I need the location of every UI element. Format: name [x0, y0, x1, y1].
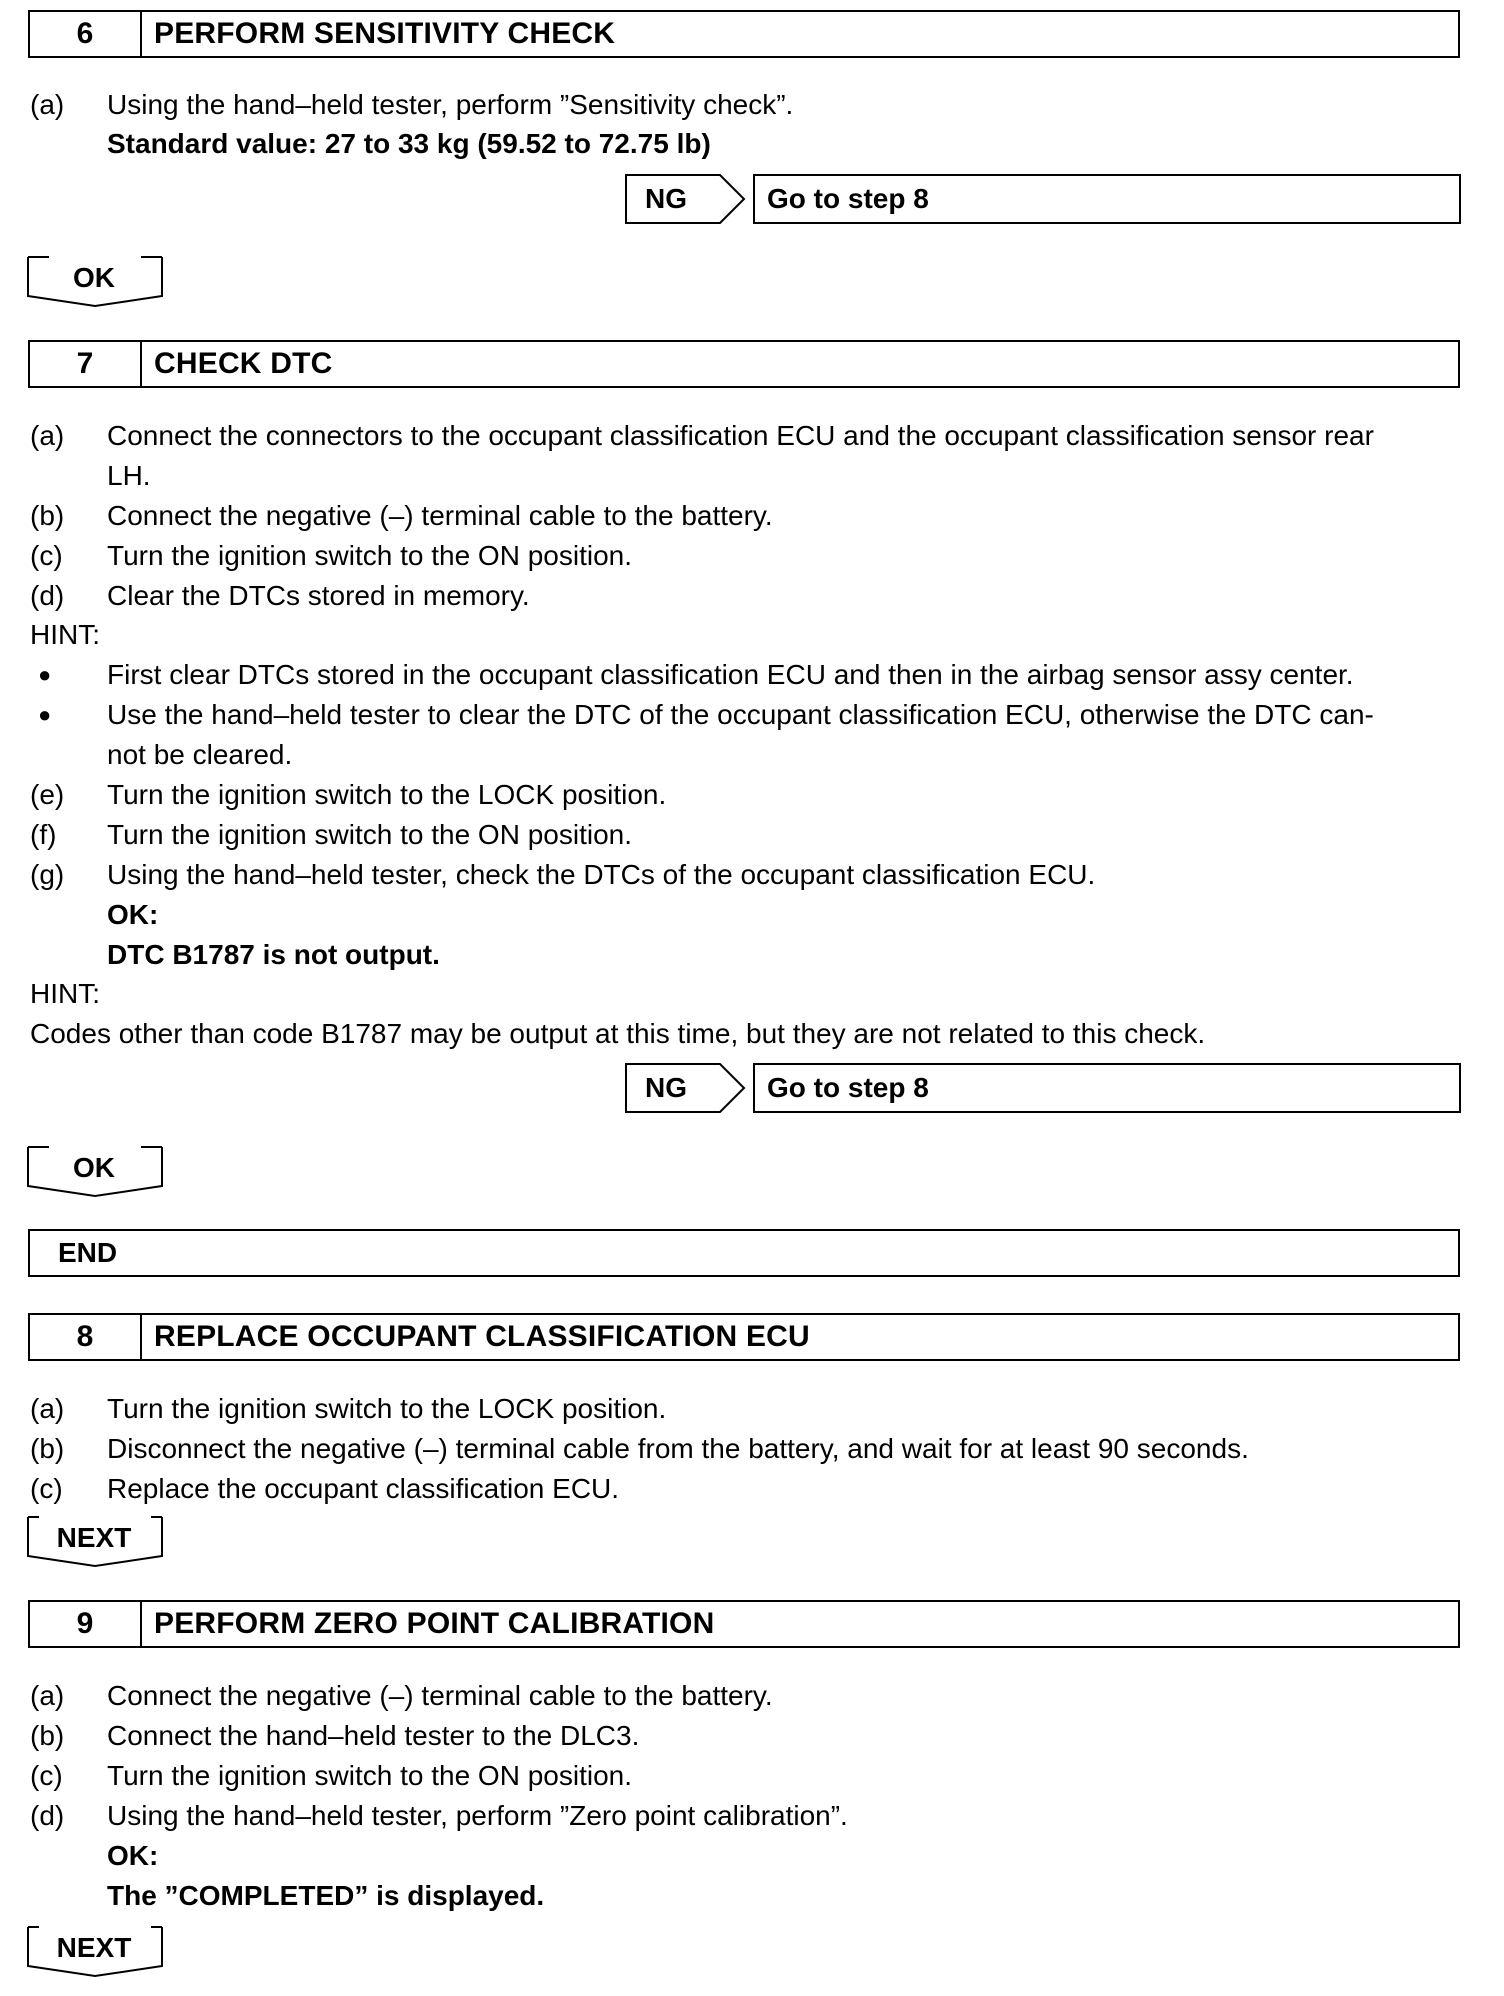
item-label: (c) — [30, 540, 63, 571]
ok-button[interactable] — [27, 1146, 165, 1196]
bullet-icon: ● — [38, 662, 52, 687]
hint-label: HINT: — [30, 619, 100, 650]
step-7-header — [28, 340, 1460, 388]
item-text: Connect the negative (–) terminal cable to the battery. — [107, 500, 773, 531]
item-label: (e) — [30, 779, 65, 810]
item-text: Replace the occupant classification ECU. — [107, 1473, 620, 1504]
ng-label: NG — [645, 183, 687, 214]
item-label: (a) — [30, 89, 65, 120]
ng-branch-button[interactable] — [625, 1063, 747, 1113]
hint-text: Codes other than code B1787 may be output at this time, but they are not related to this check. — [30, 1018, 1206, 1049]
ok-criteria-heading: OK: — [107, 1840, 159, 1871]
item-text: Turn the ignition switch to the ON position. — [107, 540, 632, 571]
item-label: (f) — [30, 819, 57, 850]
ok-label: OK — [73, 262, 115, 293]
step-title: PERFORM SENSITIVITY CHECK — [154, 17, 616, 50]
goto-step-8-link[interactable]: Go to step 8 — [753, 1063, 1461, 1113]
item-label: (d) — [30, 1800, 65, 1831]
item-text: Turn the ignition switch to the ON position. — [107, 819, 632, 850]
next-button[interactable] — [27, 1926, 165, 1976]
item-label: (c) — [30, 1473, 63, 1504]
step-9-header — [28, 1600, 1460, 1648]
item-text: Using the hand–held tester, perform ”Sensitivity check”. — [107, 89, 794, 120]
step-8-header — [28, 1313, 1460, 1361]
item-text: Connect the connectors to the occupant classification ECU and the occupant classification sensor rear — [107, 420, 1374, 451]
ok-label: OK — [73, 1152, 115, 1183]
step-number: 9 — [30, 1602, 142, 1646]
item-text: Clear the DTCs stored in memory. — [107, 580, 530, 611]
item-label: (b) — [30, 1433, 65, 1464]
bullet-text: First clear DTCs stored in the occupant classification ECU and then in the airbag sensor assy center. — [107, 659, 1354, 690]
item-text: Turn the ignition switch to the LOCK position. — [107, 779, 667, 810]
next-button[interactable] — [27, 1516, 165, 1566]
step-number: 7 — [30, 342, 142, 386]
item-label: (a) — [30, 1393, 65, 1424]
item-text: Connect the hand–held tester to the DLC3. — [107, 1720, 640, 1751]
next-label: NEXT — [56, 1522, 132, 1553]
item-label: (a) — [30, 420, 65, 451]
item-label: (c) — [30, 1760, 63, 1791]
step-title: PERFORM ZERO POINT CALIBRATION — [154, 1607, 715, 1640]
item-label: (d) — [30, 580, 65, 611]
bullet-text: Use the hand–held tester to clear the DTC of the occupant classification ECU, otherwise the DTC can- — [107, 699, 1374, 730]
item-text: Turn the ignition switch to the ON position. — [107, 1760, 632, 1791]
bullet-icon: ● — [38, 702, 52, 727]
ok-criteria-text: The ”COMPLETED” is displayed. — [107, 1880, 545, 1911]
goto-step-8-link[interactable]: Go to step 8 — [753, 174, 1461, 224]
item-label: (b) — [30, 500, 65, 531]
step-title: REPLACE OCCUPANT CLASSIFICATION ECU — [154, 1320, 810, 1353]
item-label: (g) — [30, 859, 65, 890]
step-number: 6 — [30, 12, 142, 56]
ng-label: NG — [645, 1072, 687, 1103]
item-text: Disconnect the negative (–) terminal cable from the battery, and wait for at least 90 seconds. — [107, 1433, 1249, 1464]
item-label: (a) — [30, 1680, 65, 1711]
end-box: END — [28, 1229, 1460, 1277]
step-title: CHECK DTC — [154, 347, 333, 380]
item-text: Using the hand–held tester, check the DTCs of the occupant classification ECU. — [107, 859, 1096, 890]
ok-criteria-heading: OK: — [107, 899, 159, 930]
step-number: 8 — [30, 1315, 142, 1359]
item-text: Using the hand–held tester, perform ”Zero point calibration”. — [107, 1800, 848, 1831]
item-text-cont: LH. — [107, 460, 151, 491]
ok-criteria-text: DTC B1787 is not output. — [107, 939, 440, 970]
bullet-text-cont: not be cleared. — [107, 739, 293, 770]
item-text: Turn the ignition switch to the LOCK position. — [107, 1393, 667, 1424]
ok-button[interactable] — [27, 256, 165, 306]
standard-value: Standard value: 27 to 33 kg (59.52 to 72.75 lb) — [107, 128, 711, 159]
hint-label: HINT: — [30, 978, 100, 1009]
step-6-header — [28, 10, 1460, 58]
item-label: (b) — [30, 1720, 65, 1751]
ng-branch-button[interactable] — [625, 174, 747, 224]
item-text: Connect the negative (–) terminal cable to the battery. — [107, 1680, 773, 1711]
next-label: NEXT — [56, 1932, 132, 1963]
